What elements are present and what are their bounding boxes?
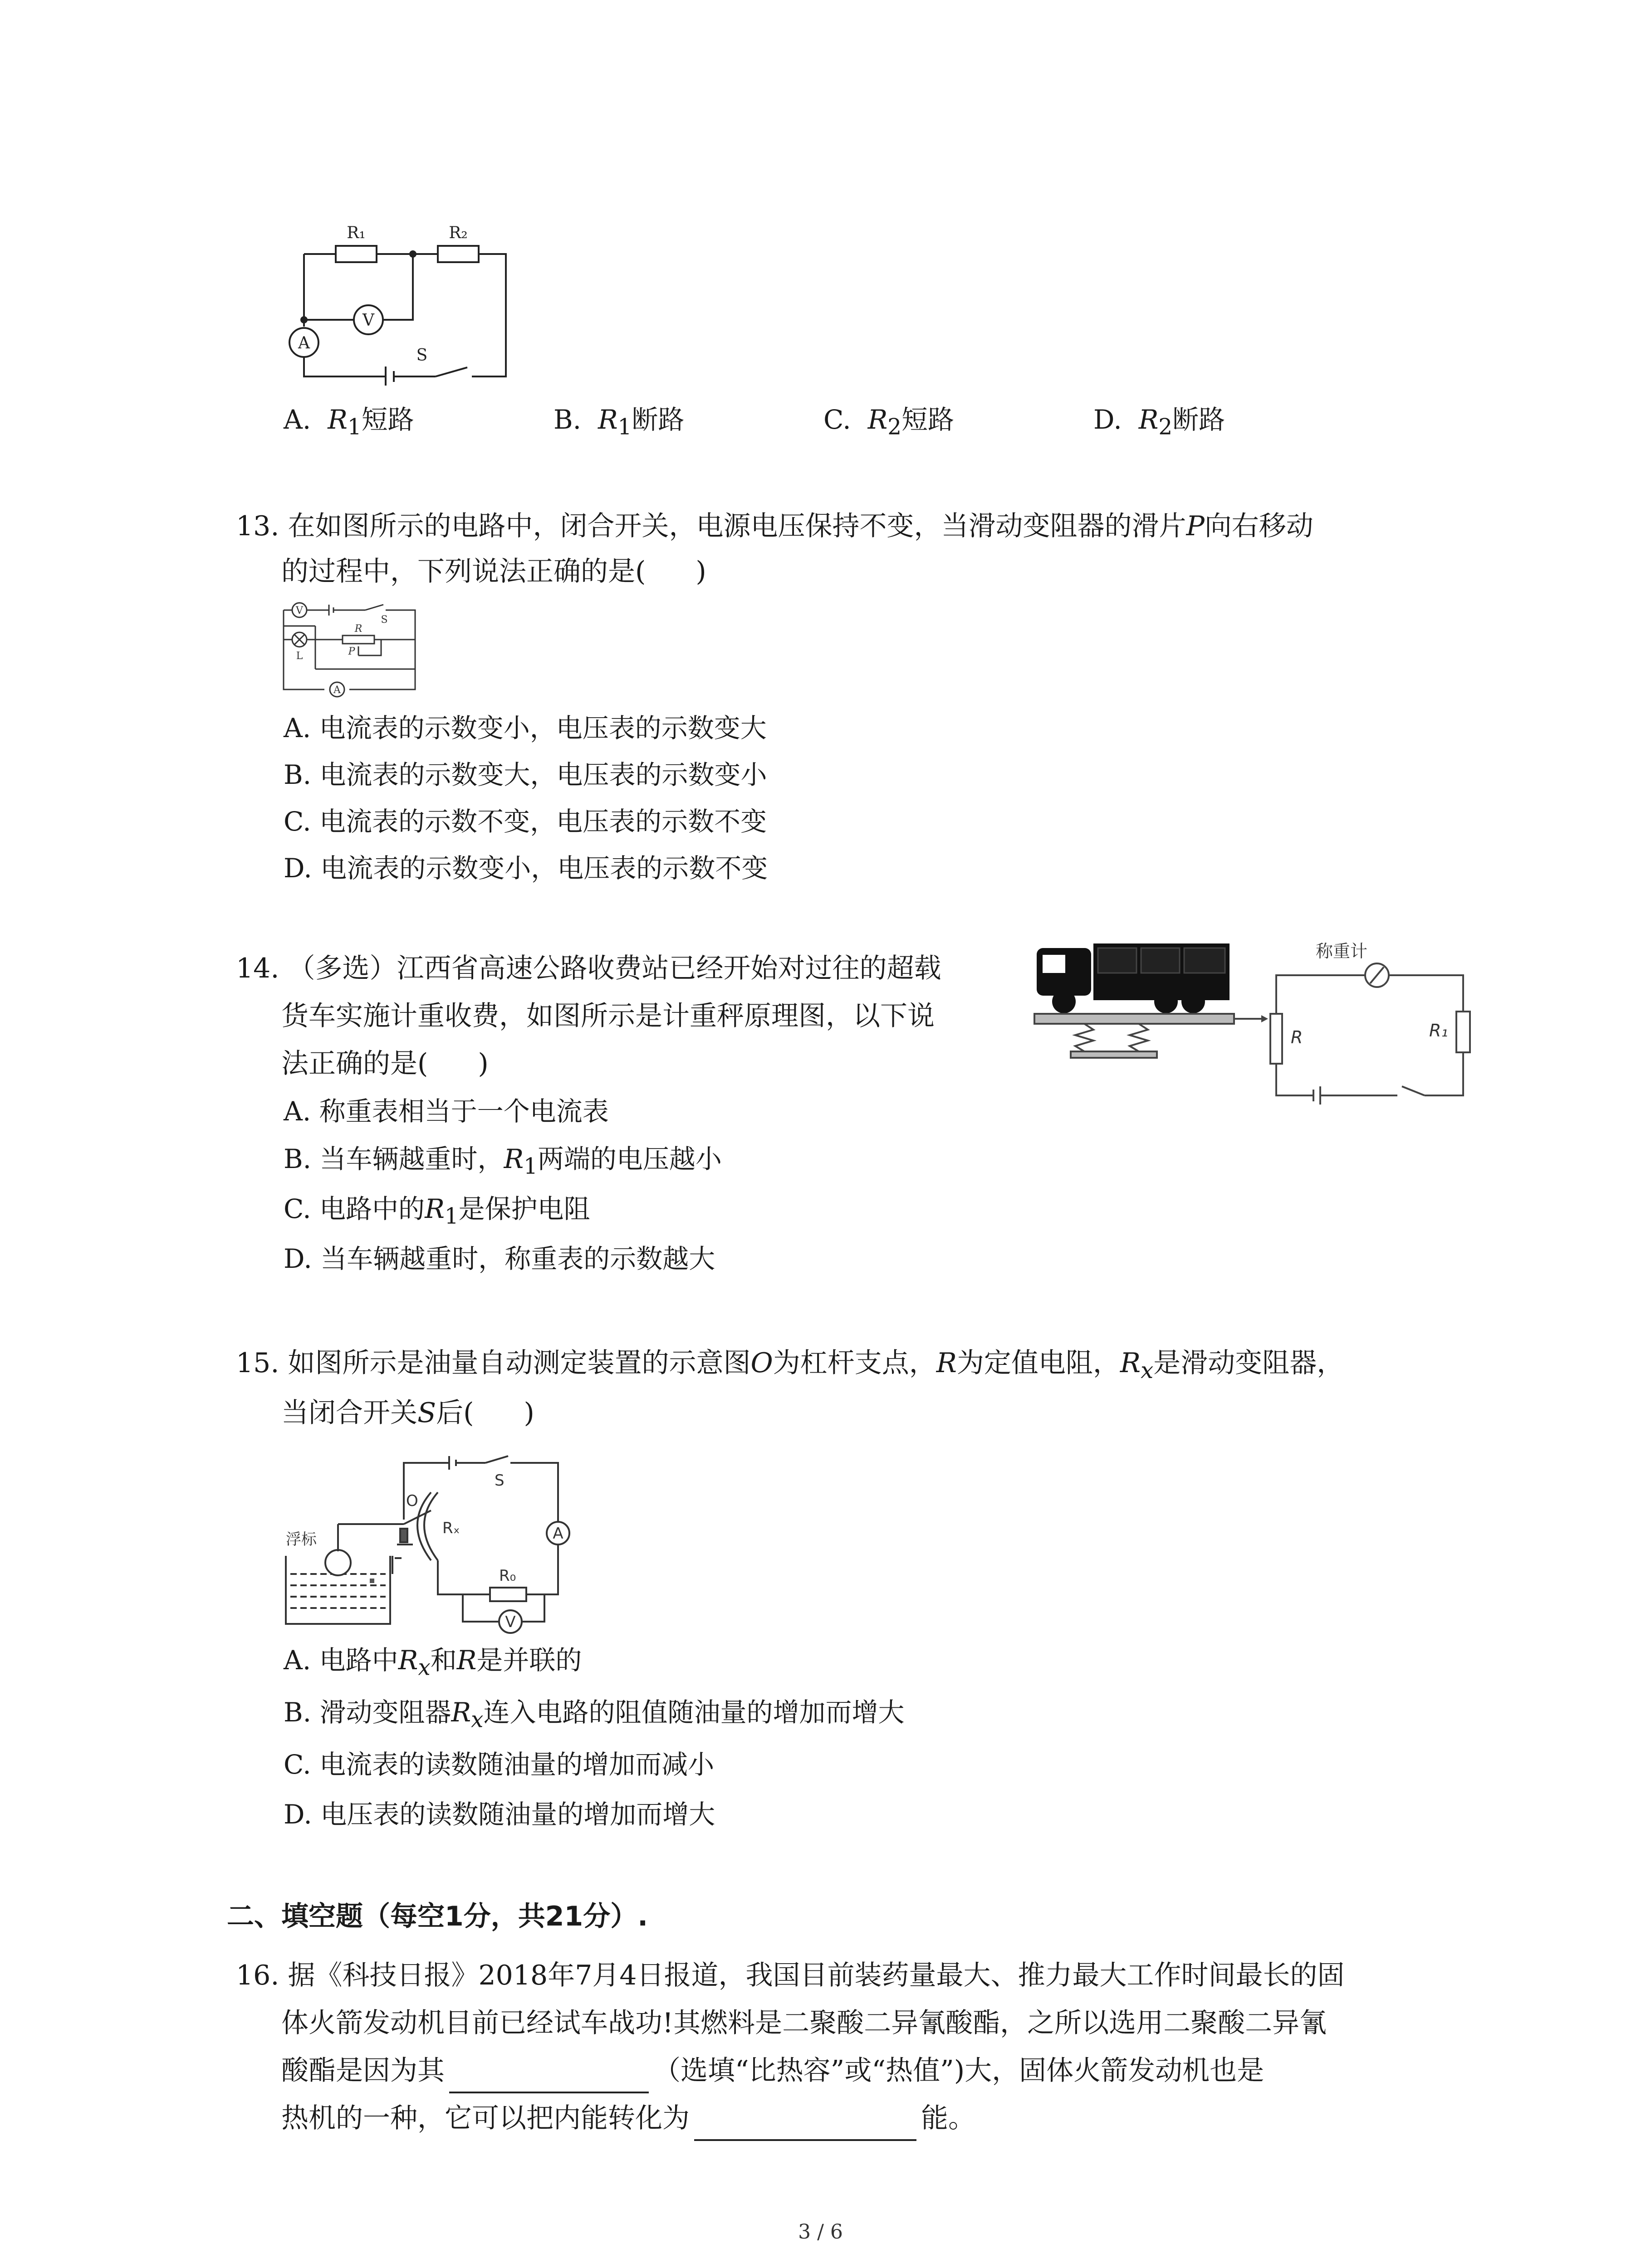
q16-answer-blank-2[interactable]	[694, 2107, 916, 2141]
q15-label-v: V	[505, 1613, 516, 1631]
q12-circuit-diagram	[272, 213, 526, 386]
q13-option-d[interactable]: D. 电流表的示数变小，电压表的示数不变	[284, 853, 768, 884]
q12-option-d[interactable]: D. $R_2$断路	[1093, 404, 1225, 440]
q13-label-s: S	[381, 614, 388, 626]
q14-option-b[interactable]: B. 当车辆越重时，$R_1$两端的电压越小	[284, 1144, 722, 1179]
q12-option-b[interactable]: B. $R_1$断路	[554, 404, 685, 440]
q16-stem-line1: 16. 据《科技日报》2018年7月4日报道，我国目前装药量最大、推力最大工作时间最长的固	[236, 1960, 1345, 1991]
q15-label-s: S	[495, 1471, 505, 1490]
q12-label-r1: R₁	[347, 224, 366, 242]
q13-label-v: V	[296, 605, 303, 616]
q13-label-r: R	[354, 623, 362, 635]
q15-stem-line2: 当闭合开关S后( )	[281, 1397, 534, 1429]
page-number: 3 / 6	[798, 2220, 843, 2244]
q13-number: 13.	[236, 510, 279, 542]
q15-number: 15.	[236, 1347, 279, 1379]
q12-option-a[interactable]: A. $R_1$短路	[284, 404, 414, 440]
q15-label-a: A	[553, 1525, 563, 1543]
q12-label-r2: R₂	[449, 224, 468, 242]
q13-label-a: A	[333, 684, 341, 696]
truck-icon	[1037, 943, 1230, 1013]
q13-option-b[interactable]: B. 电流表的示数变大，电压表的示数变小	[284, 759, 767, 790]
q14-stem-line3: 法正确的是( )	[281, 1048, 489, 1080]
q12-label-v: V	[362, 311, 374, 330]
q16-stem-line4: 热机的一种，它可以把内能转化为 能。	[281, 2096, 975, 2141]
q13-stem-line2: 的过程中，下列说法正确的是( )	[281, 556, 706, 587]
q14-stem-line1: 14. （多选）江西省高速公路收费站已经开始对过往的超载	[236, 953, 941, 984]
q16-answer-blank-1[interactable]	[449, 2060, 649, 2093]
q13-circuit-diagram	[279, 601, 424, 699]
q15-label-float: 浮标	[286, 1530, 317, 1549]
q14-label-r1: R₁	[1429, 1021, 1448, 1041]
q15-stem-line1: 15. 如图所示是油量自动测定装置的示意图O为杠杆支点，R为定值电阻，$R_x$是滑动变阻器，	[236, 1347, 1344, 1383]
q14-weighing-scale-diagram	[1030, 930, 1484, 1111]
section-2-title: 二、填空题（每空1分，共21分）.	[227, 1901, 648, 1932]
q15-option-c[interactable]: C. 电流表的读数随油量的增加而减小	[284, 1749, 715, 1780]
q15-label-o: O	[406, 1492, 418, 1510]
q15-option-a[interactable]: A. 电路中$R_x$和R是并联的	[284, 1645, 582, 1681]
q13-label-l: L	[296, 650, 303, 662]
q13-option-a[interactable]: A. 电流表的示数变小，电压表的示数变大	[284, 713, 767, 743]
q15-label-rx: Rₓ	[442, 1519, 460, 1537]
q14-option-a[interactable]: A. 称重表相当于一个电流表	[284, 1096, 609, 1127]
q12-label-a: A	[298, 334, 310, 352]
q16-number: 16.	[236, 1960, 279, 1991]
q16-stem-line3: 酸酯是因为其 （选填“比热容”或“热值”)大，固体火箭发动机也是	[281, 2048, 1264, 2093]
q14-label-r: R	[1291, 1027, 1303, 1047]
q12-option-c[interactable]: C. $R_2$短路	[823, 404, 955, 440]
q15-fuel-gauge-diagram	[281, 1442, 590, 1637]
q14-number: 14.	[236, 953, 279, 984]
q13-label-p: P	[348, 646, 355, 657]
q15-option-b[interactable]: B. 滑动变阻器$R_x$连入电路的阻值随油量的增加而增大	[284, 1697, 905, 1733]
q12-label-s: S	[416, 346, 428, 365]
q14-option-d[interactable]: D. 当车辆越重时，称重表的示数越大	[284, 1243, 715, 1274]
q16-stem-line2: 体火箭发动机目前已经试车战功!其燃料是二聚酸二异氰酸酯，之所以选用二聚酸二异氰	[281, 2007, 1327, 2039]
q13-option-c[interactable]: C. 电流表的示数不变，电压表的示数不变	[284, 806, 767, 837]
q15-option-d[interactable]: D. 电压表的读数随油量的增加而增大	[284, 1799, 715, 1830]
q14-option-c[interactable]: C. 电路中的$R_1$是保护电阻	[284, 1193, 590, 1229]
q15-label-r0: R₀	[499, 1567, 516, 1585]
q14-label-meter: 称重计	[1316, 941, 1368, 961]
q13-stem-line1: 13. 在如图所示的电路中，闭合开关，电源电压保持不变，当滑动变阻器的滑片P向右移动	[236, 510, 1313, 542]
q14-stem-line2: 货车实施计重收费，如图所示是计重秤原理图，以下说	[281, 1000, 935, 1032]
